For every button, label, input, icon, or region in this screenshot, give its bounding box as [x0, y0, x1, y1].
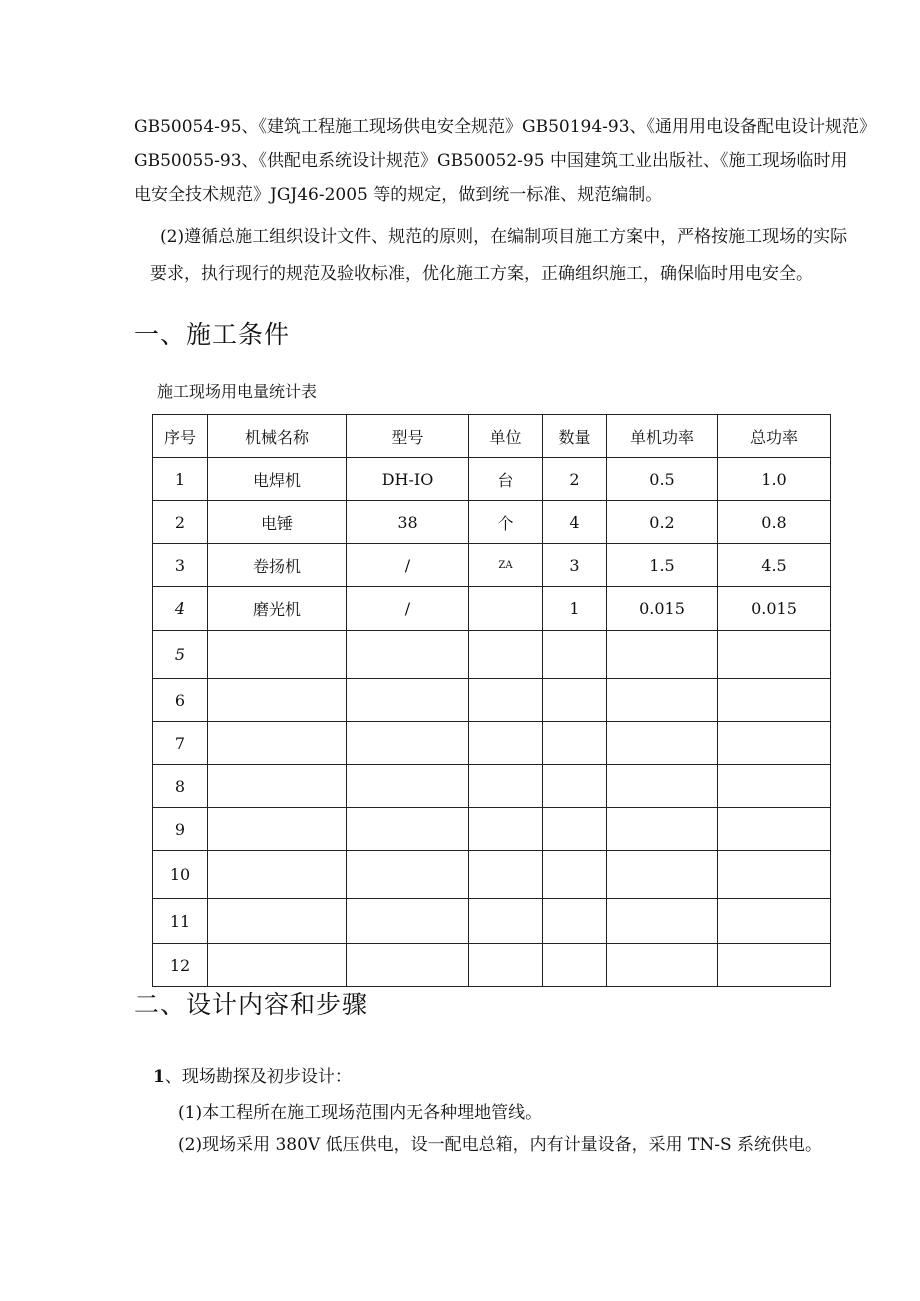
table-cell	[543, 944, 607, 987]
table-header-row	[153, 415, 831, 458]
power-statistics-table	[152, 414, 831, 987]
table-cell: 台	[469, 458, 543, 501]
table-row	[153, 631, 831, 679]
table-cell: 2	[543, 458, 607, 501]
table-cell	[208, 631, 347, 679]
table-cell: 12	[153, 944, 208, 987]
table-cell	[543, 679, 607, 722]
table-cell: 5	[153, 631, 208, 679]
table-header-cell: 总功率	[718, 415, 831, 458]
table-cell	[607, 722, 718, 765]
intro-line-1: GB50054-95、《建筑工程施工现场供电安全规范》GB50194-93、《通用用电设备配电设计规范》	[134, 117, 877, 137]
table-cell: 4	[153, 587, 208, 631]
table-cell	[718, 899, 831, 944]
table-cell	[718, 765, 831, 808]
table-cell	[543, 765, 607, 808]
table-cell	[718, 851, 831, 899]
table-row	[153, 851, 831, 899]
table-cell	[208, 722, 347, 765]
table-cell: 7	[153, 722, 208, 765]
item-1: (1)本工程所在施工现场范围内无各种埋地管线。	[178, 1103, 543, 1123]
table-cell: 0.8	[718, 501, 831, 544]
table-cell: DH-IO	[347, 458, 469, 501]
table-cell: 8	[153, 765, 208, 808]
table-cell	[543, 631, 607, 679]
item-2: (2)现场采用 380V 低压供电，设一配电总箱，内有计量设备，采用 TN-S 系统供电。	[178, 1135, 823, 1155]
table-cell	[469, 679, 543, 722]
table-cell: 1	[153, 458, 208, 501]
table-cell: 0.015	[718, 587, 831, 631]
table-row	[153, 679, 831, 722]
table-cell: 3	[543, 544, 607, 587]
table-cell	[469, 944, 543, 987]
intro-line-4: (2)遵循总施工组织设计文件、规范的原则，在编制项目施工方案中，严格按施工现场的实际	[160, 227, 848, 247]
table-cell	[543, 808, 607, 851]
table-cell	[347, 808, 469, 851]
table-cell	[469, 808, 543, 851]
table-cell: 6	[153, 679, 208, 722]
table-cell: ZA	[469, 544, 543, 587]
table-row	[153, 587, 831, 631]
table-cell	[718, 679, 831, 722]
table-row	[153, 501, 831, 544]
table-caption: 施工现场用电量统计表	[157, 382, 318, 401]
table-cell	[718, 808, 831, 851]
table-cell	[208, 851, 347, 899]
table-row	[153, 458, 831, 501]
table-row	[153, 808, 831, 851]
table-row	[153, 899, 831, 944]
table-cell: 4	[543, 501, 607, 544]
table-cell	[607, 851, 718, 899]
table-cell: 1.5	[607, 544, 718, 587]
table-cell: /	[347, 544, 469, 587]
table-cell	[607, 808, 718, 851]
table-cell	[607, 631, 718, 679]
table-row	[153, 765, 831, 808]
table-header-cell: 机械名称	[208, 415, 347, 458]
table-cell: 电锤	[208, 501, 347, 544]
table-cell	[718, 631, 831, 679]
table-cell	[208, 765, 347, 808]
table-cell	[607, 765, 718, 808]
section-2-title: 二、设计内容和步骤	[134, 990, 369, 1019]
table-cell	[469, 722, 543, 765]
table-cell	[469, 587, 543, 631]
table-header-cell: 型号	[347, 415, 469, 458]
subsection-1-heading	[153, 1066, 352, 1088]
table-cell: 1	[543, 587, 607, 631]
table-cell	[347, 631, 469, 679]
table-cell	[469, 899, 543, 944]
table-cell	[347, 899, 469, 944]
table-cell: 磨光机	[208, 587, 347, 631]
table-cell: 38	[347, 501, 469, 544]
table-cell	[347, 679, 469, 722]
table-cell: 2	[153, 501, 208, 544]
table-cell	[718, 944, 831, 987]
table-header-cell: 序号	[153, 415, 208, 458]
subsection-1-number: 1	[153, 1067, 165, 1087]
table-header-cell: 数量	[543, 415, 607, 458]
table-cell: 0.2	[607, 501, 718, 544]
table-cell	[347, 851, 469, 899]
table-header-cell: 单机功率	[607, 415, 718, 458]
table-row	[153, 544, 831, 587]
table-cell: 卷扬机	[208, 544, 347, 587]
table-cell: 电焊机	[208, 458, 347, 501]
table-cell: /	[347, 587, 469, 631]
table-cell	[208, 808, 347, 851]
table-cell	[543, 899, 607, 944]
table-cell	[347, 944, 469, 987]
table-cell	[469, 765, 543, 808]
table-cell	[469, 851, 543, 899]
table-row	[153, 722, 831, 765]
table-cell: 1.0	[718, 458, 831, 501]
table-cell	[607, 944, 718, 987]
intro-line-2: GB50055-93、《供配电系统设计规范》GB50052-95 中国建筑工业出版社、《施工现场临时用	[134, 151, 848, 171]
table-cell	[208, 899, 347, 944]
table-cell: 0.015	[607, 587, 718, 631]
table-cell	[543, 722, 607, 765]
table-cell: 11	[153, 899, 208, 944]
table-cell: 10	[153, 851, 208, 899]
table-cell	[543, 851, 607, 899]
table-cell	[208, 944, 347, 987]
table-cell: 4.5	[718, 544, 831, 587]
table-cell: 3	[153, 544, 208, 587]
table-cell	[208, 679, 347, 722]
table-header-cell: 单位	[469, 415, 543, 458]
table-body	[153, 458, 831, 987]
table-cell: 个	[469, 501, 543, 544]
intro-line-5: 要求，执行现行的规范及验收标准，优化施工方案，正确组织施工，确保临时用电安全。	[150, 264, 813, 284]
table-cell	[607, 679, 718, 722]
table-cell	[718, 722, 831, 765]
section-1-title: 一、施工条件	[134, 320, 291, 349]
table-cell	[607, 899, 718, 944]
table-cell	[347, 722, 469, 765]
table-cell	[469, 631, 543, 679]
intro-line-3: 电安全技术规范》JGJ46-2005 等的规定，做到统一标准、规范编制。	[134, 185, 663, 205]
table-cell: 9	[153, 808, 208, 851]
table-row	[153, 944, 831, 987]
subsection-1-title: 、现场勘探及初步设计：	[164, 1067, 352, 1087]
table-cell: 0.5	[607, 458, 718, 501]
table-cell	[347, 765, 469, 808]
